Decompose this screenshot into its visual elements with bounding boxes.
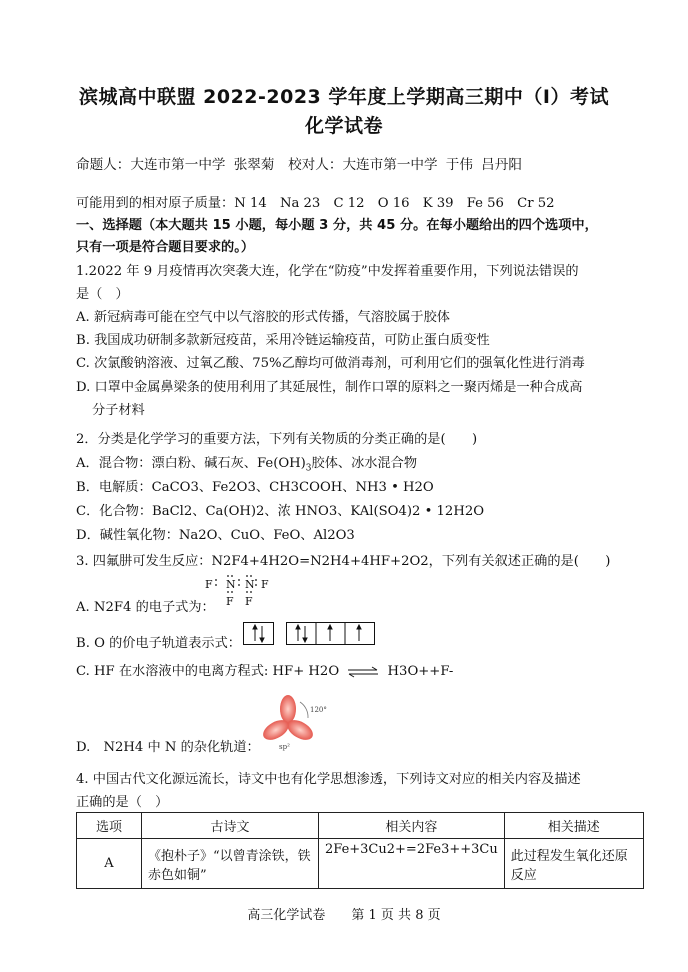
row-content: 2Fe+3Cu2+=2Fe3++3Cu [319, 839, 505, 889]
header-poem: 古诗文 [142, 813, 319, 839]
section-heading-cont: 只有一项是符合题目要求的。） [76, 240, 255, 255]
q1-option-b: B. 我国成功研制多款新冠疫苗，采用冷链运输疫苗，可防止蛋白质变性 [76, 333, 490, 348]
section-heading: 一、选择题（本大题共 15 小题，每小题 3 分，共 45 分。在每小题给出的四个选项中， [76, 218, 598, 233]
table-row [77, 839, 644, 889]
page-footer: 高三化学试卷 第 1 页 共 8 页 [247, 908, 441, 923]
q3-option-a: A. N2F4 的电子式为： [76, 600, 215, 615]
atomic-masses-line: 可能用到的相对原子质量：N 14 Na 23 C 12 O 16 K 39 Fe 56 Cr 52 [76, 196, 555, 211]
q2-option-b: B．电解质：CaCO3、Fe2O3、CH3COOH、NH3 • H2O [76, 480, 434, 495]
o-valence-orbital-diagram [243, 622, 377, 646]
q2-option-c: C．化合物：BaCl2、Ca(OH)2、浓 HNO3、KAl(SO4)2 • 12H2O [76, 504, 485, 519]
q1-option-a: A. 新冠病毒可能在空气中以气溶胶的形式传播，气溶胶属于胶体 [76, 310, 450, 325]
svg-text:N: N [226, 578, 236, 591]
svg-text:F: F [226, 595, 234, 608]
equilibrium-arrow-icon [347, 667, 379, 677]
q1-stem-cont: 是（ ） [76, 287, 129, 302]
q2-option-a: A．混合物：漂白粉、碱石灰、$Fe(OH)_3$胶体、冰水混合物 [76, 456, 418, 474]
q2-stem: 2．分类是化学学习的重要方法，下列有关物质的分类正确的是( ) [76, 432, 478, 447]
q1-option-d-cont: 分子材料 [92, 403, 145, 418]
q3-option-c-right: H3O++F- [387, 664, 454, 679]
row-option: A [77, 839, 142, 889]
table-header-row [77, 813, 644, 839]
sp2-hybrid-orbital-image [252, 688, 332, 754]
q4-stem: 4. 中国古代文化源远流长，诗文中也有化学思想渗透，下列诗文对应的相关内容及描述 [76, 772, 581, 787]
authors-line: 命题人：大连市第一中学 张翠菊 校对人：大连市第一中学 于伟 吕丹阳 [76, 157, 522, 173]
svg-text:F: F [261, 578, 269, 591]
q3-option-c [76, 660, 453, 679]
header-content: 相关内容 [319, 813, 505, 839]
q3-option-c-label: C. HF 在水溶液中的电离方程式: HF+ H2O [76, 664, 340, 679]
q1-option-c: C. 次氯酸钠溶液、过氧乙酸、75%乙醇均可做消毒剂，可利用它们的强氧化性进行消毒 [76, 356, 585, 371]
q3-option-d: D. N2H4 中 N 的杂化轨道： [76, 740, 260, 755]
row-poem: 《抱朴子》“以曾青涂铁，铁赤色如铜” [142, 839, 319, 889]
svg-text:F: F [205, 578, 213, 591]
svg-text:F: F [245, 595, 253, 608]
exam-subject: 化学试卷 [304, 115, 383, 137]
q3-stem: 3. 四氟肼可发生反应：N2F4+4H2O=N2H4+4HF+2O2，下列有关叙述正确的是( ) [76, 554, 611, 569]
exam-title: 滨城高中联盟 2022-2023 学年度上学期高三期中（Ⅰ）考试 [79, 86, 609, 108]
q4-table [76, 812, 644, 889]
orbital-label: sp² [279, 743, 290, 751]
q2-option-d: D．碱性氧化物：Na2O、CuO、FeO、Al2O3 [76, 528, 355, 543]
header-description: 相关描述 [504, 813, 643, 839]
q4-stem-cont: 正确的是（ ） [76, 795, 169, 810]
header-option: 选项 [77, 813, 142, 839]
svg-text:N: N [245, 578, 255, 591]
row-description: 此过程发生氧化还原反应 [504, 839, 643, 889]
q1-option-d: D. 口罩中金属鼻梁条的使用利用了其延展性，制作口罩的原料之一聚丙烯是一种合成高 [76, 380, 583, 395]
orbital-angle-label: 120° [310, 706, 327, 714]
q3-option-b: B. O 的价电子轨道表示式： [76, 636, 241, 651]
q1-stem: 1.2022 年 9 月疫情再次突袭大连，化学在“防疫”中发挥着重要作用，下列说法错误的 [76, 264, 579, 279]
